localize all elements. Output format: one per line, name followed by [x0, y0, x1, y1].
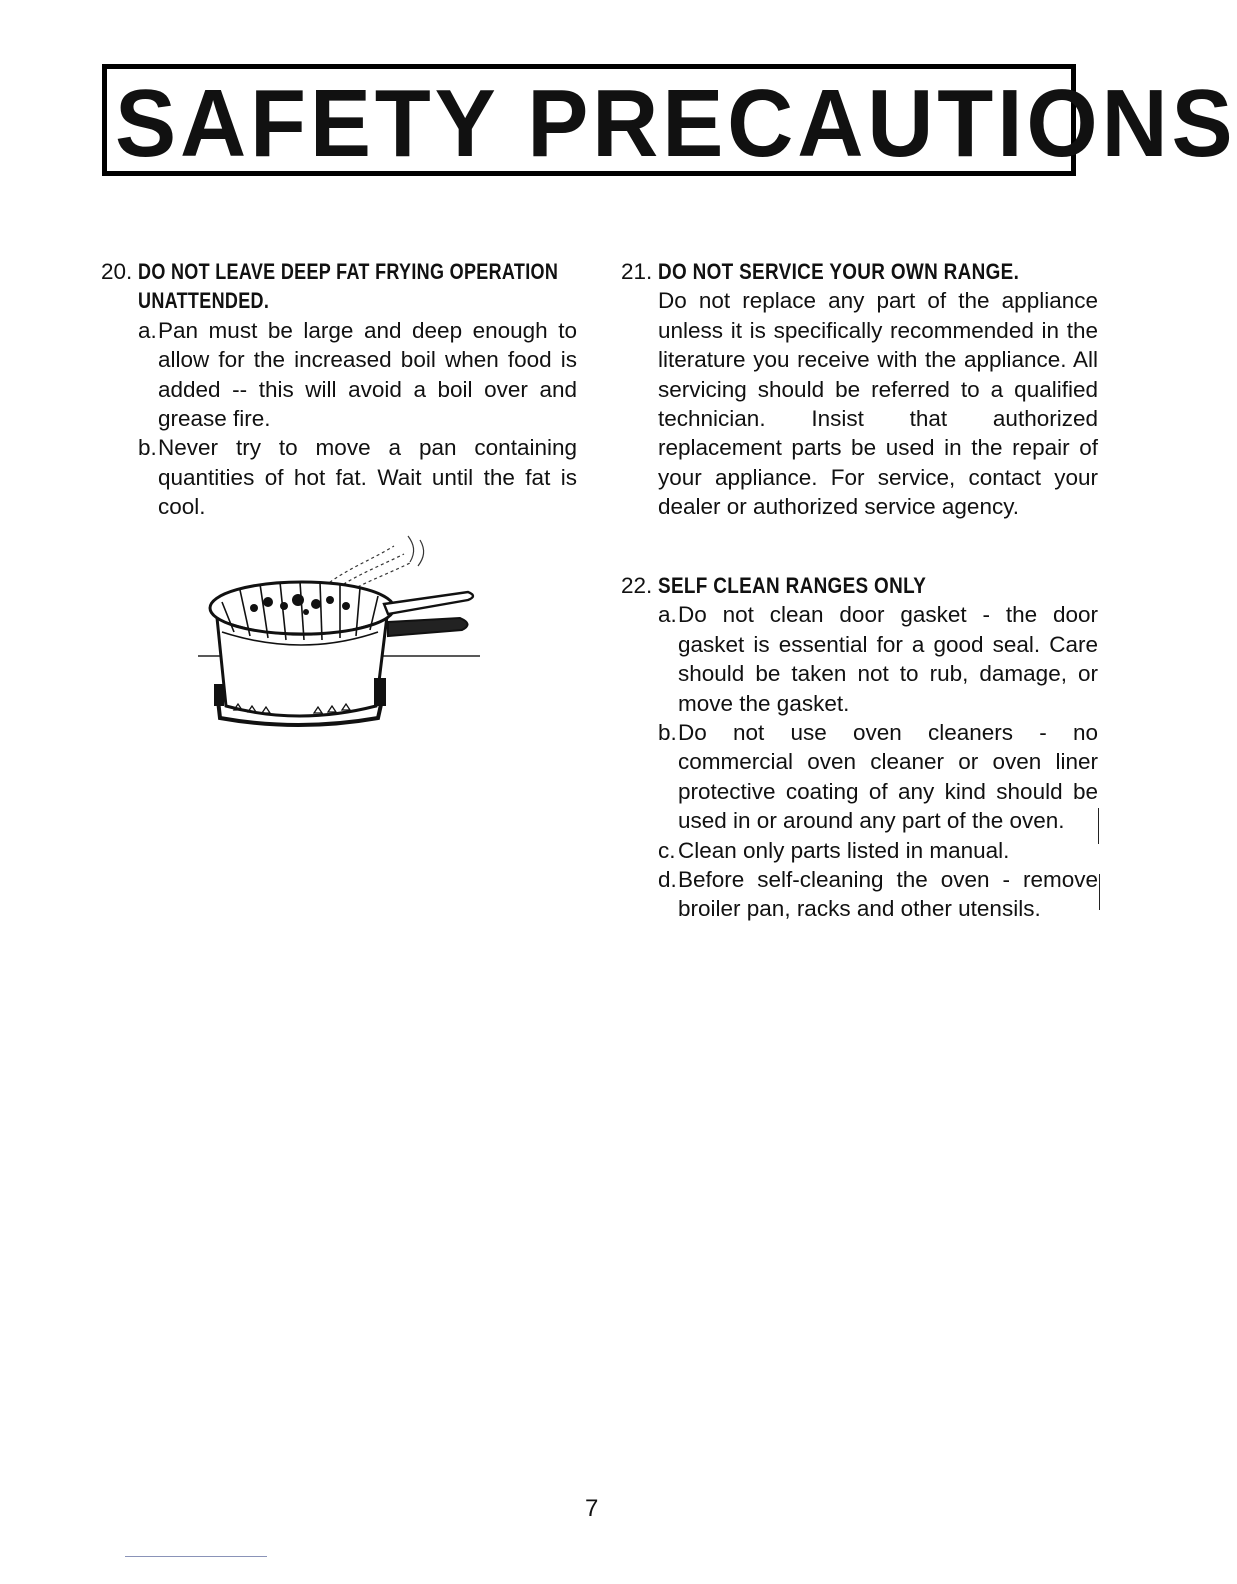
- page-number: 7: [585, 1495, 599, 1522]
- item-heading-text: DO NOT SERVICE YOUR OWN RANGE.: [658, 259, 1020, 284]
- safety-item-21: [621, 257, 1098, 522]
- item-number: 20.: [101, 259, 133, 284]
- title-banner: [102, 64, 1237, 177]
- item-heading-text: SELF CLEAN RANGES ONLY: [658, 573, 927, 598]
- sub-item-letter: b.: [658, 720, 677, 746]
- item-number: 22.: [621, 573, 653, 598]
- sub-item-letter: b.: [138, 435, 157, 461]
- item-body-text: Do not replace any part of the appliance unless it is specifically recommended in the literature you receive with the appliance. All servicing should be referred to a qualified technician. Insist that authorized replacement parts be used in the repair of your appliance. For service, contact your dealer or authorized service agency.: [658, 288, 1098, 520]
- sub-item-text: Before self-cleaning the oven - remove broiler pan, racks and other utensils.: [678, 867, 1098, 922]
- safety-item-20: [101, 257, 577, 522]
- sub-item: [621, 600, 1098, 718]
- footer-rule: [125, 1556, 267, 1557]
- deep-fryer-pot-illustration: [198, 532, 480, 732]
- revision-bar: [1098, 808, 1099, 844]
- sub-item-letter: d.: [658, 867, 677, 893]
- sub-item: [101, 433, 577, 521]
- sub-item-text: Do not use oven cleaners - no commercial oven cleaner or oven liner protective coating of any kind should be used in or around any part of the oven.: [678, 720, 1098, 834]
- sub-item: [621, 836, 1098, 865]
- sub-item: [621, 865, 1098, 924]
- item-heading: [621, 257, 1098, 286]
- item-heading: [101, 257, 577, 316]
- sub-item: [101, 316, 577, 434]
- safety-item-22: [621, 571, 1098, 924]
- item-heading-line2: UNATTENDED.: [138, 288, 270, 314]
- sub-item-letter: a.: [138, 317, 157, 343]
- page-title: SAFETY PRECAUTIONS: [115, 70, 1237, 177]
- sub-item-text: Pan must be large and deep enough to allow for the increased boil when food is added -- this will avoid a boil over and grease fire.: [158, 317, 577, 432]
- sub-item: [621, 718, 1098, 836]
- sub-item-text: Never try to move a pan containing quantities of hot fat. Wait until the fat is cool.: [158, 435, 577, 520]
- item-number: 21.: [621, 259, 653, 284]
- sub-item-text: Do not clean door gasket - the door gasket is essential for a good seal. Care should be taken not to rub, damage, or move the gasket.: [678, 602, 1098, 716]
- sub-item-letter: c.: [658, 837, 676, 863]
- revision-bar: [1099, 874, 1100, 910]
- sub-item-letter: a.: [658, 602, 677, 628]
- item-heading: [621, 571, 1098, 600]
- item-heading-line1: DO NOT LEAVE DEEP FAT FRYING OPERATION: [138, 259, 559, 284]
- sub-item-text: Clean only parts listed in manual.: [678, 837, 1010, 863]
